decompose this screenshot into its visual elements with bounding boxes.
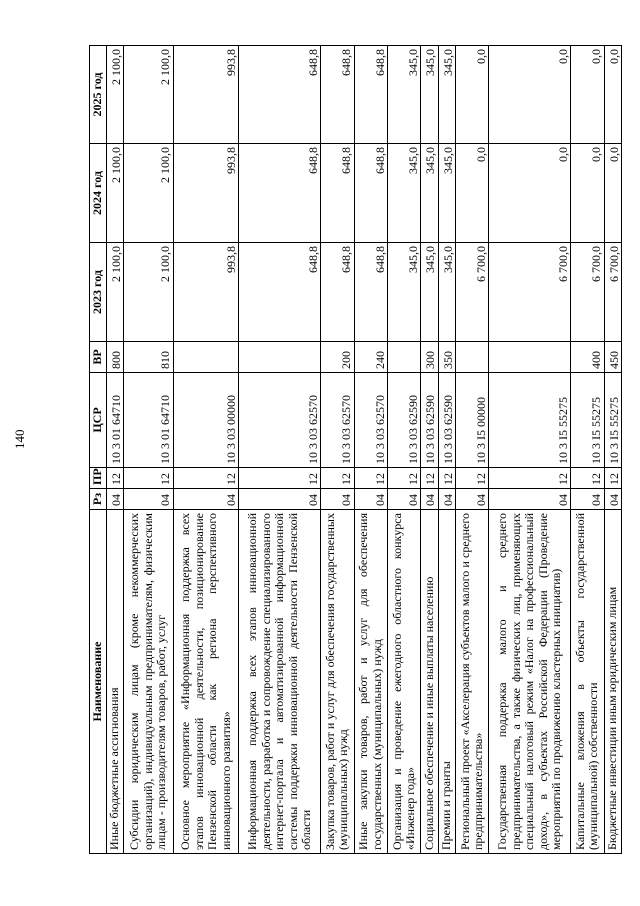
cell-rz: 04 [107,489,124,510]
cell-y2024: 0,0 [489,144,571,243]
cell-pr: 12 [456,468,489,489]
cell-vr: 240 [354,342,387,373]
cell-y2023: 2 100,0 [124,243,174,342]
table-header-row [90,46,107,854]
cell-pr: 12 [239,468,321,489]
cell-rz: 04 [489,489,571,510]
cell-name: Премии и гранты [438,510,455,854]
cell-name: Бюджетные инвестиции иным юридическим лицам [604,510,621,854]
cell-csr: 10 3 I5 00000 [456,373,489,468]
cell-y2023: 6 700,0 [604,243,621,342]
cell-rz: 04 [388,489,421,510]
cell-y2024: 648,8 [354,144,387,243]
table-row [173,46,239,854]
header-vr: ВР [90,342,107,373]
cell-name: Иные бюджетные ассигнования [107,510,124,854]
cell-name: Информационная поддержка всех этапов инновационной деятельности, разработка и сопровождение специализированного интернет-портала и автоматизированной информационной системы поддержки инновационной деятельности Пензенской области [239,510,321,854]
cell-y2025: 345,0 [438,46,455,144]
cell-pr: 12 [321,468,354,489]
cell-csr: 10 3 01 64710 [107,373,124,468]
cell-pr: 12 [604,468,621,489]
cell-y2024: 2 100,0 [107,144,124,243]
cell-vr: 200 [321,342,354,373]
cell-y2025: 0,0 [456,46,489,144]
table-row [571,46,604,854]
cell-y2025: 2 100,0 [124,46,174,144]
table-row [239,46,321,854]
cell-y2023: 345,0 [421,243,438,342]
cell-csr: 10 3 01 64710 [124,373,174,468]
cell-rz: 04 [438,489,455,510]
cell-y2024: 2 100,0 [124,144,174,243]
cell-rz: 04 [124,489,174,510]
cell-y2025: 345,0 [388,46,421,144]
cell-rz: 04 [604,489,621,510]
cell-y2023: 648,8 [321,243,354,342]
cell-vr [456,342,489,373]
cell-y2025: 993,8 [173,46,239,144]
header-2025: 2025 год [90,46,107,144]
cell-csr: 10 3 I5 55275 [571,373,604,468]
cell-name: Капитальные вложения в объекты государственной (муниципальной) собственности [571,510,604,854]
cell-pr: 12 [489,468,571,489]
cell-y2025: 0,0 [604,46,621,144]
cell-vr: 810 [124,342,174,373]
cell-y2024: 648,8 [321,144,354,243]
cell-y2025: 648,8 [321,46,354,144]
cell-csr: 10 3 I5 55275 [489,373,571,468]
budget-table-wrapper [89,46,622,854]
cell-name: Социальное обеспечение и иные выплаты населению [421,510,438,854]
header-rz: Рз [90,489,107,510]
cell-pr: 12 [124,468,174,489]
cell-y2024: 0,0 [571,144,604,243]
cell-csr: 10 3 I5 55275 [604,373,621,468]
cell-pr: 12 [571,468,604,489]
cell-name: Организация и проведение ежегодного областного конкурса «Инженер года» [388,510,421,854]
cell-pr: 12 [438,468,455,489]
header-name: Наименование [90,510,107,854]
cell-vr [388,342,421,373]
cell-pr: 12 [107,468,124,489]
table-row [354,46,387,854]
cell-pr: 12 [354,468,387,489]
cell-csr: 10 3 03 62590 [421,373,438,468]
cell-vr [239,342,321,373]
cell-vr: 350 [438,342,455,373]
cell-rz: 04 [571,489,604,510]
table-row [456,46,489,854]
cell-y2024: 0,0 [456,144,489,243]
cell-name: Иные закупки товаров, работ и услуг для обеспечения государственных (муниципальных) нужд [354,510,387,854]
cell-rz: 04 [173,489,239,510]
cell-rz: 04 [456,489,489,510]
cell-rz: 04 [421,489,438,510]
cell-rz: 04 [321,489,354,510]
cell-y2024: 345,0 [388,144,421,243]
cell-pr: 12 [173,468,239,489]
table-row [388,46,421,854]
page-number: 140 [12,429,27,449]
cell-y2024: 0,0 [604,144,621,243]
cell-y2023: 6 700,0 [489,243,571,342]
cell-y2025: 648,8 [354,46,387,144]
table-row [107,46,124,854]
cell-y2023: 2 100,0 [107,243,124,342]
cell-y2025: 345,0 [421,46,438,144]
table-row [421,46,438,854]
cell-csr: 10 3 03 62590 [388,373,421,468]
cell-vr: 800 [107,342,124,373]
header-2024: 2024 год [90,144,107,243]
cell-csr: 10 3 03 62570 [321,373,354,468]
header-2023: 2023 год [90,243,107,342]
header-csr: ЦСР [90,373,107,468]
table-row [321,46,354,854]
budget-table [89,45,622,854]
cell-vr: 300 [421,342,438,373]
cell-name: Основное мероприятие «Информационная поддержка всех этапов инновационной деятельности, позиционирование Пензенской области как региона перспективного инновационного развития» [173,510,239,854]
cell-y2023: 345,0 [438,243,455,342]
cell-y2024: 345,0 [438,144,455,243]
table-row [438,46,455,854]
table-row [489,46,571,854]
cell-y2023: 648,8 [239,243,321,342]
cell-y2025: 0,0 [571,46,604,144]
cell-csr: 10 3 03 62570 [354,373,387,468]
cell-name: Субсидии юридическим лицам (кроме некоммерческих организаций), индивидуальным предпринимателям, физическим лицам - производителям товаров, работ, услуг [124,510,174,854]
cell-csr: 10 3 03 62590 [438,373,455,468]
cell-y2023: 6 700,0 [571,243,604,342]
cell-y2024: 993,8 [173,144,239,243]
cell-name: Государственная поддержка малого и среднего предпринимательства, а также физических лиц, применяющих специальный налоговый режим «Налог на профессиональный доход», в субъектах Российской Федерации (Проведение мероприятий по продвижению кластерных инициатив) [489,510,571,854]
cell-pr: 12 [388,468,421,489]
cell-y2025: 2 100,0 [107,46,124,144]
cell-vr [173,342,239,373]
cell-y2023: 648,8 [354,243,387,342]
header-pr: ПР [90,468,107,489]
cell-y2023: 993,8 [173,243,239,342]
cell-name: Региональный проект «Акселерация субъектов малого и среднего предпринимательства» [456,510,489,854]
cell-y2023: 345,0 [388,243,421,342]
cell-vr: 400 [571,342,604,373]
cell-vr [489,342,571,373]
cell-y2024: 648,8 [239,144,321,243]
cell-y2023: 6 700,0 [456,243,489,342]
cell-rz: 04 [354,489,387,510]
cell-y2025: 648,8 [239,46,321,144]
table-row [124,46,174,854]
cell-csr: 10 3 03 62570 [239,373,321,468]
cell-y2025: 0,0 [489,46,571,144]
cell-csr: 10 3 03 00000 [173,373,239,468]
cell-vr: 450 [604,342,621,373]
cell-pr: 12 [421,468,438,489]
cell-y2024: 345,0 [421,144,438,243]
table-row [604,46,621,854]
cell-name: Закупка товаров, работ и услуг для обеспечения государственных (муниципальных) нужд [321,510,354,854]
cell-rz: 04 [239,489,321,510]
